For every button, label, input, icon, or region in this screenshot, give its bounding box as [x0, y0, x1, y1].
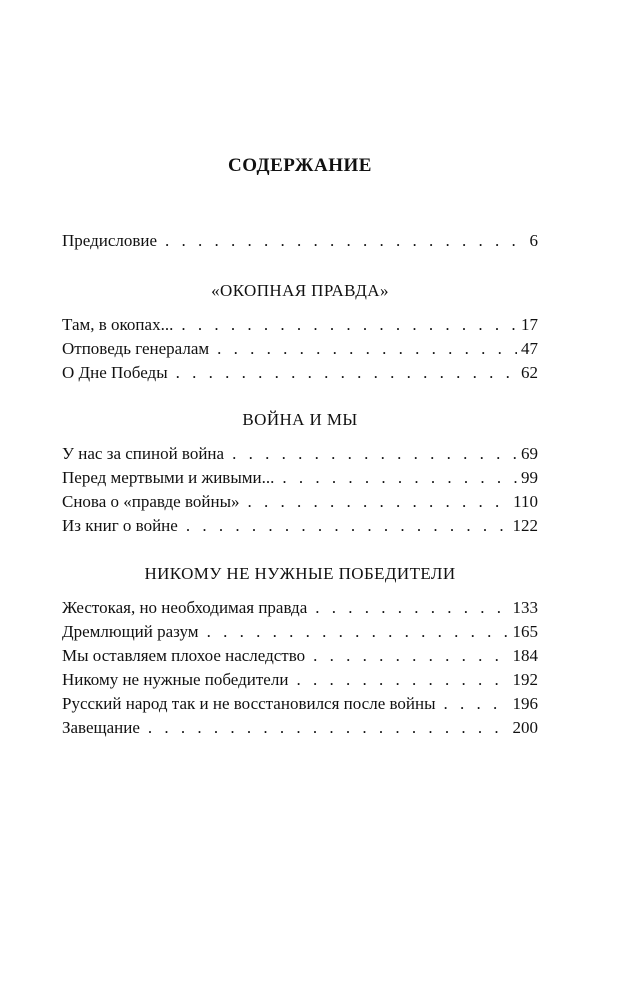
toc-entry-label: Русский народ так и не восстановился после войны [62, 694, 436, 713]
toc-entry-page: 6 [529, 231, 538, 250]
toc-entry-label: Жестокая, но необходимая правда [62, 598, 308, 617]
section-heading: «ОКОПНАЯ ПРАВДА» [211, 281, 389, 300]
toc-entry-page: 122 [512, 516, 538, 535]
toc-entry-page: 200 [512, 718, 538, 737]
dot-leader [228, 442, 517, 466]
dot-leader [182, 514, 509, 538]
toc-entry-label: Мы оставляем плохое наследство [62, 646, 306, 665]
toc-entry-page: 196 [512, 694, 538, 713]
section-heading: НИКОМУ НЕ НУЖНЫЕ ПОБЕДИТЕЛИ [144, 564, 456, 583]
toc-entry-page: 184 [512, 646, 538, 665]
toc-entry-page: 133 [512, 598, 538, 617]
toc-entry[interactable] [62, 596, 538, 620]
toc-entry-label: Снова о «правде войны» [62, 492, 240, 511]
toc-entry-preface[interactable] [62, 229, 538, 253]
toc-entry-page: 62 [521, 363, 538, 382]
dot-leader [213, 337, 517, 361]
dot-leader [440, 692, 509, 716]
dot-leader [292, 668, 508, 692]
section-heading: ВОЙНА И МЫ [242, 410, 358, 429]
dot-leader [278, 466, 517, 490]
toc-entry[interactable] [62, 692, 538, 716]
dot-leader [203, 620, 509, 644]
toc-entry-label: Никому не нужные победители [62, 670, 289, 689]
toc-entry-page: 99 [521, 468, 538, 487]
toc-entry-label: Там, в окопах... [62, 315, 174, 334]
toc-entry-page: 192 [512, 670, 538, 689]
dot-leader [172, 361, 517, 385]
toc-entry[interactable] [62, 490, 538, 514]
dot-leader [309, 644, 508, 668]
toc-entry[interactable] [62, 466, 538, 490]
toc-entry[interactable] [62, 313, 538, 337]
toc-entry[interactable] [62, 361, 538, 385]
toc-entry-page: 69 [521, 444, 538, 463]
toc-entry-label: У нас за спиной война [62, 444, 225, 463]
dot-leader [161, 229, 525, 253]
toc-entry-label: Из книг о войне [62, 516, 178, 535]
toc-entry[interactable] [62, 716, 538, 740]
toc-entry-label: Дремлющий разум [62, 622, 199, 641]
toc-entry-page: 17 [521, 315, 538, 334]
toc-entry-label: Предисловие [62, 231, 158, 250]
toc-entry-label: Перед мертвыми и живыми... [62, 468, 275, 487]
toc-entry-page: 110 [513, 492, 538, 511]
toc-entry[interactable] [62, 337, 538, 361]
dot-leader [177, 313, 517, 337]
toc-entry-label: О Дне Победы [62, 363, 168, 382]
toc-entry-label: Отповедь генералам [62, 339, 210, 358]
toc-entry[interactable] [62, 442, 538, 466]
toc-entry[interactable] [62, 644, 538, 668]
page-title: СОДЕРЖАНИЕ [228, 155, 372, 176]
dot-leader [144, 716, 509, 740]
toc-entry-page: 165 [512, 622, 538, 641]
toc-entry-label: Завещание [62, 718, 140, 737]
toc-entry[interactable] [62, 620, 538, 644]
toc-entry-page: 47 [521, 339, 538, 358]
toc-entry[interactable] [62, 668, 538, 692]
toc-entry[interactable] [62, 514, 538, 538]
dot-leader [244, 490, 510, 514]
dot-leader [311, 596, 508, 620]
